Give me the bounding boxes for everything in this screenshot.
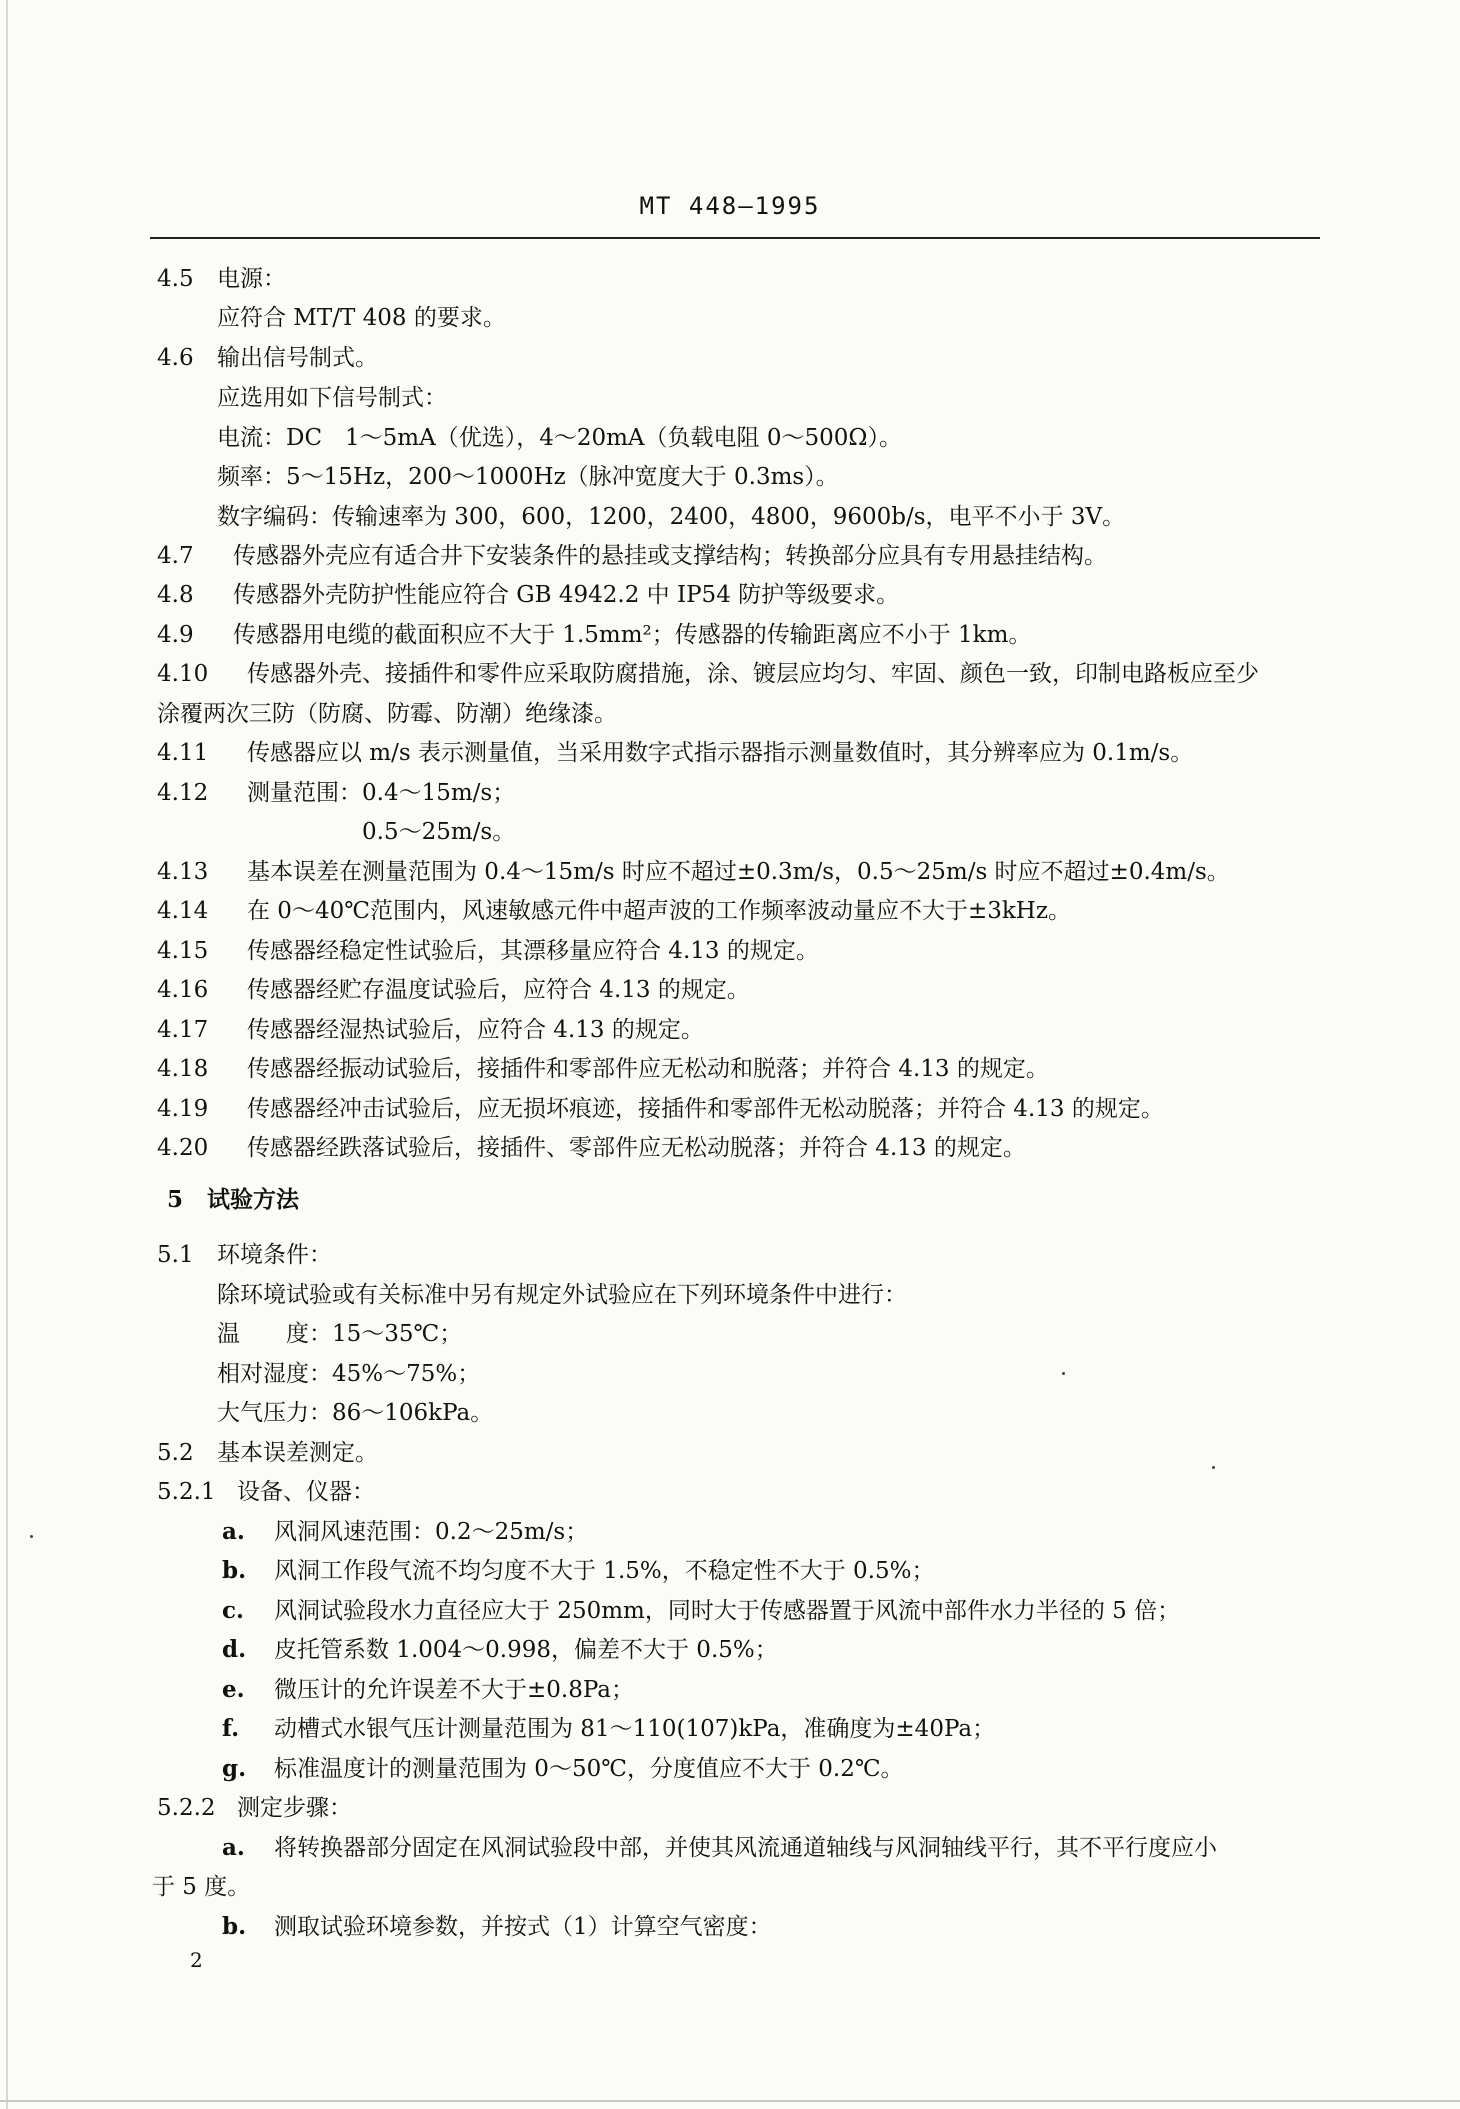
item-text: 测取试验环境参数，并按式（1）计算空气密度： — [274, 1914, 772, 1940]
clause-4-10 — [157, 659, 1259, 689]
clause-number: 4.12 — [157, 780, 209, 806]
clause-number: 4.19 — [157, 1096, 209, 1122]
clause-text: 传感器经稳定性试验后，其漂移量应符合 4.13 的规定。 — [247, 938, 819, 964]
section-5-heading — [167, 1185, 299, 1215]
text-line: 数字编码：传输速率为 300，600，1200，2400，4800，9600b/s，电平不小于 3V。 — [217, 504, 1126, 530]
list-item-c — [222, 1596, 1180, 1626]
clause-4-20 — [157, 1133, 1026, 1163]
clause-4-13 — [157, 857, 1230, 887]
item-letter: a. — [222, 1518, 245, 1545]
clause-text: 传感器经贮存温度试验后，应符合 4.13 的规定。 — [247, 977, 750, 1003]
clause-5-2 — [157, 1438, 378, 1468]
section-title: 试验方法 — [207, 1186, 299, 1213]
clause-4-8 — [157, 580, 899, 610]
clause-text: 传感器外壳防护性能应符合 GB 4942.2 中 IP54 防护等级要求。 — [233, 582, 900, 608]
text-line: 大气压力：86～106kPa。 — [217, 1400, 494, 1426]
header-rule — [150, 237, 1320, 239]
clause-4-9 — [157, 620, 1031, 650]
clause-4-19 — [157, 1094, 1164, 1124]
clause-number: 4.6 — [157, 345, 194, 371]
clause-4-12 — [157, 778, 515, 808]
step-b — [222, 1912, 772, 1942]
clause-4-6 — [157, 343, 378, 373]
list-item-f — [222, 1714, 995, 1744]
clause-text: 环境条件： — [217, 1242, 332, 1268]
clause-4-16 — [157, 975, 750, 1005]
item-letter: b. — [222, 1557, 247, 1584]
clause-text: 传感器外壳、接插件和零件应采取防腐措施，涂、镀层应均匀、牢固、颜色一致，印制电路板应至少 — [247, 661, 1259, 687]
page-number: 2 — [190, 1948, 203, 1972]
clause-text: 输出信号制式。 — [217, 345, 378, 371]
item-letter: b. — [222, 1913, 247, 1940]
clause-4-15 — [157, 936, 819, 966]
item-letter: a. — [222, 1834, 245, 1861]
text-line: 应符合 MT/T 408 的要求。 — [217, 305, 506, 331]
clause-text: 电源： — [217, 266, 286, 292]
item-text: 风洞试验段水力直径应大于 250mm，同时大于传感器置于风流中部件水力半径的 5 倍； — [274, 1598, 1181, 1624]
item-letter: c. — [222, 1597, 245, 1624]
clause-number: 5.1 — [157, 1242, 194, 1268]
clause-text: 基本误差在测量范围为 0.4～15m/s 时应不超过±0.3m/s，0.5～25m/s 时应不超过±0.4m/s。 — [247, 859, 1230, 885]
scan-speck — [1062, 1372, 1065, 1375]
clause-number: 4.20 — [157, 1135, 209, 1161]
text-line: 应选用如下信号制式： — [217, 385, 447, 411]
clause-text: 在 0～40℃范围内，风速敏感元件中超声波的工作频率波动量应不大于±3kHz。 — [247, 898, 1071, 924]
item-letter: d. — [222, 1636, 247, 1663]
clause-4-11 — [157, 738, 1193, 768]
clause-number: 5.2 — [157, 1440, 194, 1466]
clause-text: 测量范围：0.4～15m/s； — [247, 780, 516, 806]
clause-text: 传感器外壳应有适合井下安装条件的悬挂或支撑结构；转换部分应具有专用悬挂结构。 — [233, 543, 1107, 569]
text-line: 于 5 度。 — [152, 1874, 251, 1900]
item-text: 标准温度计的测量范围为 0～50℃，分度值应不大于 0.2℃。 — [274, 1756, 904, 1782]
text-line: 除环境试验或有关标准中另有规定外试验应在下列环境条件中进行： — [217, 1282, 907, 1308]
clause-5-2-1 — [157, 1477, 375, 1507]
clause-5-2-2 — [157, 1793, 352, 1823]
clause-number: 4.5 — [157, 266, 194, 292]
list-item-g — [222, 1754, 904, 1784]
item-text: 动槽式水银气压计测量范围为 81～110(107)kPa，准确度为±40Pa； — [274, 1716, 996, 1742]
clause-number: 4.7 — [157, 543, 194, 569]
clause-text: 传感器经冲击试验后，应无损坏痕迹，接插件和零部件无松动脱落；并符合 4.13 的规定。 — [247, 1096, 1164, 1122]
clause-text: 传感器经振动试验后，接插件和零部件应无松动和脱落；并符合 4.13 的规定。 — [247, 1056, 1049, 1082]
item-text: 微压计的允许误差不大于±0.8Pa； — [274, 1677, 635, 1703]
text-line: 0.5～25m/s。 — [362, 819, 516, 845]
clause-text: 设备、仪器： — [237, 1479, 375, 1505]
list-item-d — [222, 1635, 778, 1665]
clause-text: 传感器用电缆的截面积应不大于 1.5mm²；传感器的传输距离应不小于 1km。 — [233, 622, 1032, 648]
scan-margin-shadow — [6, 0, 8, 2109]
section-number: 5 — [167, 1186, 184, 1213]
item-letter: g. — [222, 1755, 247, 1782]
text-line: 涂覆两次三防（防腐、防霉、防潮）绝缘漆。 — [157, 701, 617, 727]
clause-number: 4.17 — [157, 1017, 209, 1043]
list-item-a — [222, 1517, 588, 1547]
item-text: 风洞工作段气流不均匀度不大于 1.5%，不稳定性不大于 0.5%； — [274, 1558, 935, 1584]
scan-bottom-edge — [0, 2100, 1460, 2102]
scan-speck — [1212, 1466, 1215, 1469]
clause-text: 传感器经湿热试验后，应符合 4.13 的规定。 — [247, 1017, 704, 1043]
text-line: 电流：DC 1～5mA（优选），4～20mA（负载电阻 0～500Ω）。 — [217, 425, 902, 451]
clause-text: 测定步骤： — [237, 1795, 352, 1821]
clause-number: 4.10 — [157, 661, 209, 687]
list-item-e — [222, 1675, 634, 1705]
item-letter: f. — [222, 1715, 240, 1742]
scan-speck — [30, 1535, 33, 1538]
clause-number: 4.16 — [157, 977, 209, 1003]
text-line: 温 度：15～35℃； — [217, 1321, 463, 1347]
clause-4-5 — [157, 264, 286, 294]
clause-number: 5.2.1 — [157, 1479, 216, 1505]
list-item-b — [222, 1556, 935, 1586]
clause-number: 4.13 — [157, 859, 209, 885]
clause-4-14 — [157, 896, 1071, 926]
clause-text: 基本误差测定。 — [217, 1440, 378, 1466]
clause-5-1 — [157, 1240, 332, 1270]
clause-number: 4.14 — [157, 898, 209, 924]
clause-number: 4.18 — [157, 1056, 209, 1082]
page-header: MT 448—1995 — [639, 192, 821, 220]
clause-number: 5.2.2 — [157, 1795, 216, 1821]
item-text: 风洞风速范围：0.2～25m/s； — [274, 1519, 589, 1545]
clause-4-17 — [157, 1015, 704, 1045]
clause-number: 4.8 — [157, 582, 194, 608]
clause-4-18 — [157, 1054, 1049, 1084]
text-line: 相对湿度：45%～75%； — [217, 1361, 481, 1387]
item-text: 皮托管系数 1.004～0.998，偏差不大于 0.5%； — [274, 1637, 778, 1663]
clause-number: 4.15 — [157, 938, 209, 964]
clause-text: 传感器经跌落试验后，接插件、零部件应无松动脱落；并符合 4.13 的规定。 — [247, 1135, 1026, 1161]
clause-text: 传感器应以 m/s 表示测量值，当采用数字式指示器指示测量数值时，其分辨率应为 0.1m/s。 — [247, 740, 1194, 766]
clause-4-7 — [157, 541, 1107, 571]
step-a — [222, 1833, 1217, 1863]
text-line: 频率：5～15Hz，200～1000Hz（脉冲宽度大于 0.3ms）。 — [217, 464, 839, 490]
item-text: 将转换器部分固定在风洞试验段中部，并使其风流通道轴线与风洞轴线平行，其不平行度应小 — [274, 1835, 1217, 1861]
clause-number: 4.11 — [157, 740, 209, 766]
clause-number: 4.9 — [157, 622, 194, 648]
item-letter: e. — [222, 1676, 245, 1703]
